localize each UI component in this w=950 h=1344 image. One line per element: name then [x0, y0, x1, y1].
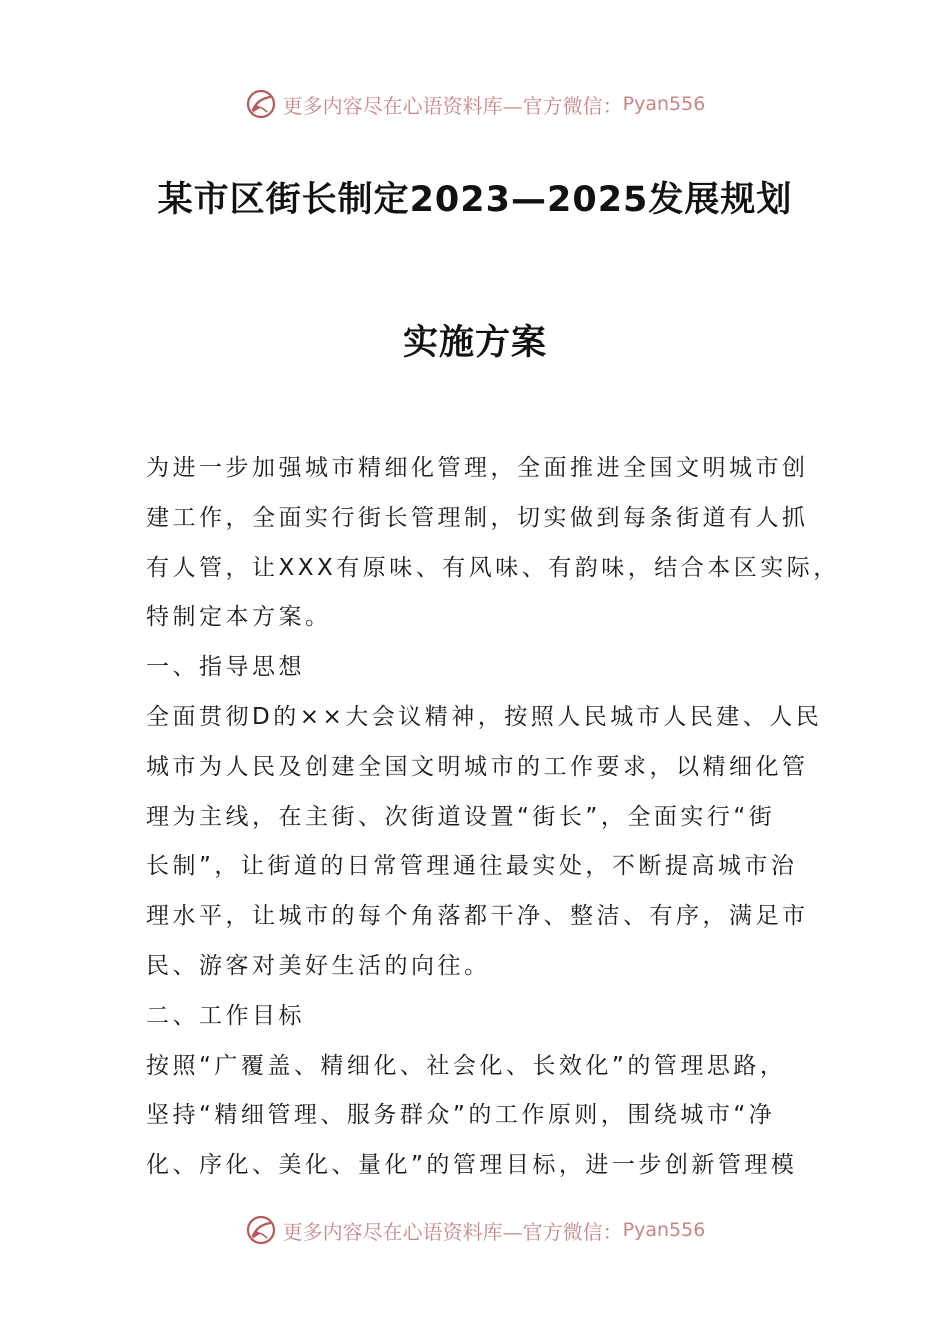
body-line: 长制”，让街道的日常管理通往最实处，不断提高城市治	[146, 853, 798, 880]
body-line: 理为主线，在主街、次街道设置“街长”，全面实行“街	[146, 803, 776, 830]
body-line: 有人管，让XXX有原味、有风味、有韵味，结合本区实际，	[146, 554, 840, 581]
watermark-text: 更多内容尽在心语资料库—官方微信：	[282, 1219, 623, 1244]
watermark-header	[0, 84, 950, 124]
watermark-text: 更多内容尽在心语资料库—官方微信：	[282, 93, 623, 118]
document-title-line-2: 实施方案	[402, 323, 547, 363]
pen-swirl-logo-icon	[245, 1214, 277, 1246]
document-body	[146, 444, 840, 1191]
section-heading: 一、指导思想	[146, 654, 305, 681]
watermark-wechat-id: Pyan556	[622, 1219, 706, 1241]
watermark-wechat-id: Pyan556	[622, 93, 706, 115]
section-heading: 二、工作目标	[146, 1002, 305, 1029]
body-line: 民、游客对美好生活的向往。	[146, 952, 491, 979]
watermark-footer	[0, 1210, 950, 1250]
body-line: 全面贯彻D的××大会议精神，按照人民城市人民建、人民	[146, 703, 823, 730]
body-line: 化、序化、美化、量化”的管理目标，进一步创新管理模	[146, 1152, 798, 1179]
body-line: 理水平，让城市的每个角落都干净、整洁、有序，满足市	[146, 903, 809, 930]
body-line: 城市为人民及创建全国文明城市的工作要求，以精细化管	[146, 753, 809, 780]
body-line: 为进一步加强城市精细化管理，全面推进全国文明城市创	[146, 455, 809, 481]
body-line: 按照“广覆盖、精细化、社会化、长效化”的管理思路，	[146, 1052, 787, 1079]
body-line: 建工作，全面实行街长管理制，切实做到每条街道有人抓	[146, 504, 809, 531]
document-title-line-1: 某市区街长制定2023—2025发展规划	[157, 180, 793, 220]
body-line: 特制定本方案。	[146, 604, 332, 631]
pen-swirl-logo-icon	[245, 88, 277, 120]
body-line: 坚持“精细管理、服务群众”的工作原则，围绕城市“净	[146, 1102, 776, 1129]
